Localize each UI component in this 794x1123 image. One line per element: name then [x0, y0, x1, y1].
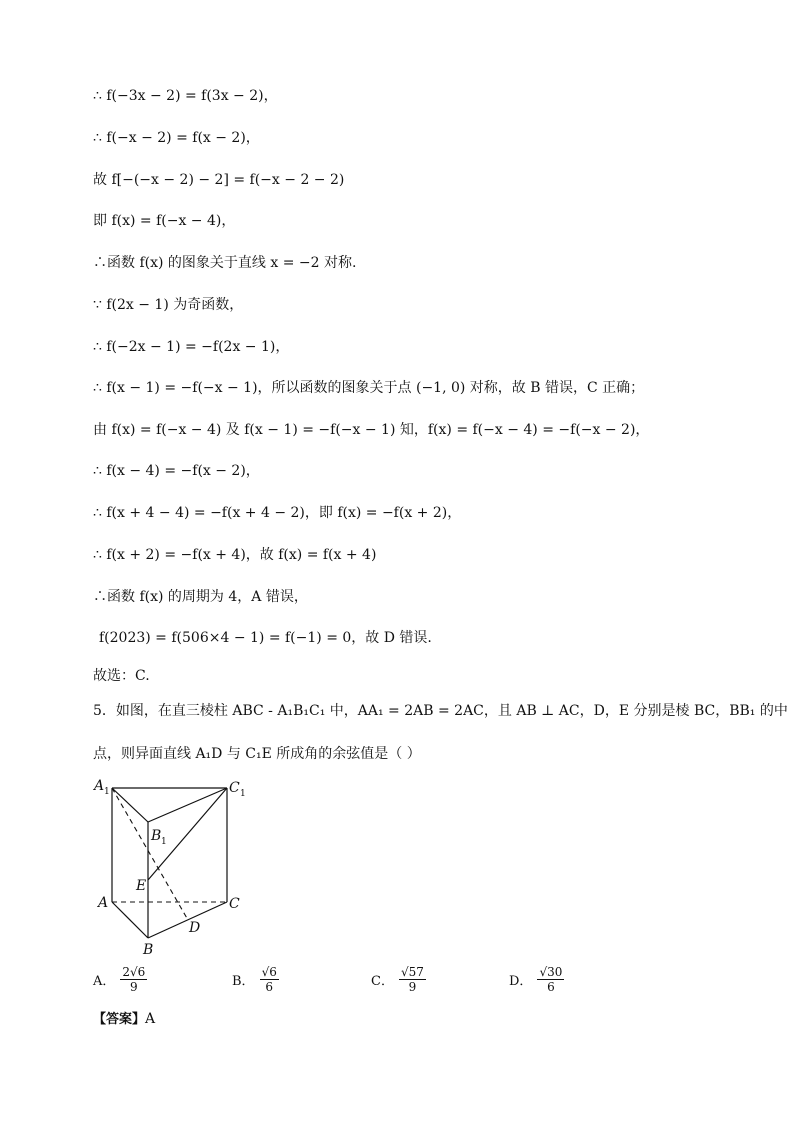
- option-c-numerator: √57: [400, 965, 424, 979]
- option-d-denominator: 6: [547, 980, 555, 994]
- solution-line-13: ∴函数 f(x) 的周期为 4，A 错误，: [93, 589, 308, 605]
- label-b1: B: [151, 828, 162, 844]
- label-c1-sub: 1: [240, 789, 246, 799]
- solution-line-11: ∴ f(x + 4 − 4) = −f(x + 4 − 2)，即 f(x) = −f(x + 2)，: [93, 505, 462, 521]
- solution-line-9: 由 f(x) = f(−x − 4) 及 f(x − 1) = −f(−x − 1) 知，f(x) = f(−x − 4) = −f(−x − 2)，: [93, 422, 650, 438]
- option-c-letter: C．: [371, 974, 394, 989]
- label-a1: A: [94, 778, 105, 794]
- answer-value: A: [145, 1011, 156, 1027]
- option-d-letter: D．: [509, 974, 533, 989]
- option-a-letter: A．: [93, 974, 116, 989]
- option-a-denominator: 9: [130, 980, 138, 994]
- solution-line-5: ∴函数 f(x) 的图象关于直线 x = −2 对称.: [93, 255, 357, 271]
- prism-figure: [92, 770, 262, 960]
- option-a-numerator: 2√6: [122, 965, 146, 979]
- option-c[interactable]: [371, 965, 426, 994]
- solution-line-7: ∴ f(−2x − 1) = −f(2x − 1)，: [93, 339, 290, 355]
- label-c: C: [229, 896, 240, 912]
- option-a-fraction: [120, 965, 147, 994]
- option-d[interactable]: [509, 965, 564, 994]
- label-a: A: [98, 895, 109, 911]
- question-text-line-1: 5．如图，在直三棱柱 ABC - A₁B₁C₁ 中，AA₁ = 2AB = 2AC，且 AB ⊥ AC，D，E 分别是棱 BC，BB₁ 的中: [93, 703, 788, 719]
- option-a[interactable]: [93, 965, 147, 994]
- solution-line-10: ∴ f(x − 4) = −f(x − 2)，: [93, 463, 260, 479]
- option-b-fraction: [260, 965, 279, 994]
- label-e: E: [136, 878, 147, 894]
- option-b-denominator: 6: [265, 980, 274, 994]
- question-text-line-2: 点，则异面直线 A₁D 与 C₁E 所成角的余弦值是（ ）: [93, 746, 421, 762]
- solution-line-6: ∵ f(2x − 1) 为奇函数，: [93, 297, 244, 313]
- answer-line: [93, 1008, 155, 1027]
- option-c-denominator: 9: [408, 980, 417, 994]
- label-b1-sub: 1: [161, 837, 167, 847]
- solution-line-14: f(2023) = f(506×4 − 1) = f(−1) = 0，故 D 错误.: [99, 630, 432, 646]
- option-b[interactable]: [232, 965, 279, 994]
- option-d-fraction: [537, 965, 564, 994]
- solution-line-12: ∴ f(x + 2) = −f(x + 4)，故 f(x) = f(x + 4): [93, 547, 377, 563]
- solution-line-2: ∴ f(−x − 2) = f(x − 2)，: [93, 130, 260, 146]
- solution-line-4: 即 f(x) = f(−x − 4)，: [93, 213, 236, 229]
- option-d-numerator: √30: [539, 965, 563, 979]
- solution-line-1: ∴ f(−3x − 2) = f(3x − 2)，: [93, 88, 278, 104]
- option-b-letter: B．: [232, 974, 255, 989]
- solution-line-15: 故选：C.: [93, 668, 150, 684]
- label-d: D: [189, 920, 201, 936]
- answer-tag: 【答案】: [93, 1012, 146, 1027]
- label-c1: C: [229, 780, 240, 796]
- label-b: B: [143, 942, 154, 958]
- solution-line-8: ∴ f(x − 1) = −f(−x − 1)，所以函数的图象关于点 (−1, 0) 对称，故 B 错误，C 正确；: [93, 380, 645, 396]
- label-a1-sub: 1: [104, 787, 110, 797]
- option-b-numerator: √6: [261, 965, 277, 979]
- option-c-fraction: [399, 965, 426, 994]
- solution-line-3: 故 f[−(−x − 2) − 2] = f(−x − 2 − 2): [93, 172, 345, 188]
